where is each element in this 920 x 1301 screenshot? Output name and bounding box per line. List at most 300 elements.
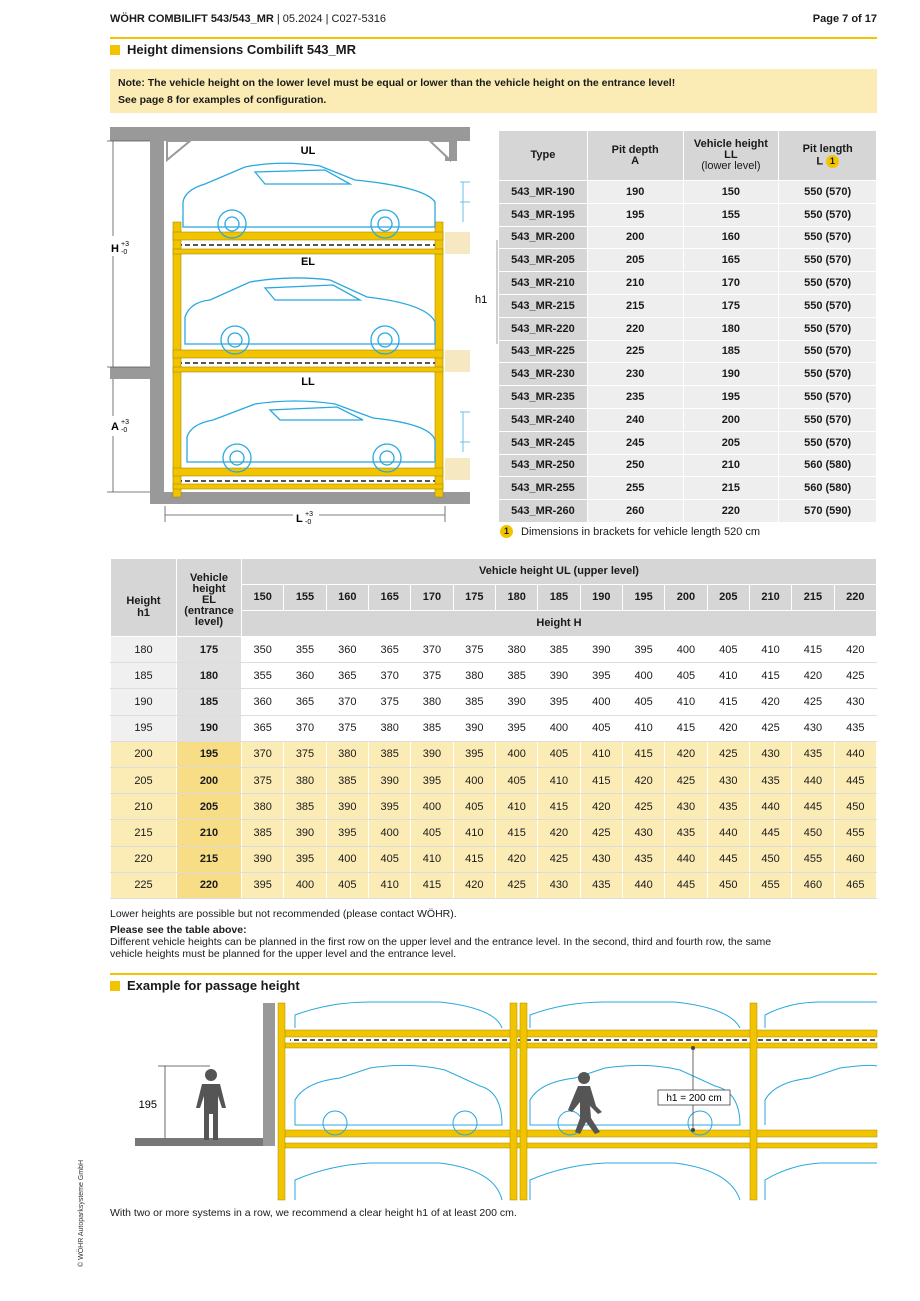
- cell-vehicle-height-ll: 155: [683, 203, 779, 226]
- cell-height-H: 380: [495, 637, 537, 663]
- cell-height-H: 430: [538, 872, 580, 898]
- passage-height-diagram: [110, 1000, 877, 1200]
- footnote-badge-icon: 1: [500, 525, 513, 538]
- cell-vehicle-height-ll: 215: [683, 477, 779, 500]
- col-ul-value: 210: [749, 585, 791, 611]
- cell-height-H: 385: [495, 663, 537, 689]
- cell-height-H: 370: [326, 689, 368, 715]
- note-lower-heights: Lower heights are possible but not recommended (please contact WÖHR).: [110, 908, 457, 920]
- cell-height-H: 420: [834, 637, 876, 663]
- cell-el: 200: [177, 767, 242, 793]
- section-title-passage: [110, 978, 300, 993]
- cell-height-H: 445: [749, 820, 791, 846]
- cell-height-H: 420: [495, 846, 537, 872]
- height-table-row: [111, 872, 877, 898]
- col-ul-value: 160: [326, 585, 368, 611]
- cell-vehicle-height-ll: 185: [683, 340, 779, 363]
- cell-height-H: 450: [792, 820, 834, 846]
- dim-L-tol-plus: +3: [305, 511, 313, 518]
- section-title-text: Example for passage height: [127, 978, 300, 993]
- pit-table-row: [499, 431, 877, 454]
- col-ul-value: 215: [792, 585, 834, 611]
- section-rule-2: [110, 973, 877, 975]
- level-label-el: EL: [300, 256, 316, 268]
- height-table-row: [111, 794, 877, 820]
- pit-table-row: [499, 203, 877, 226]
- cell-pit-length: 550 (570): [779, 226, 877, 249]
- pit-table-row: [499, 408, 877, 431]
- pit-table-row: [499, 272, 877, 295]
- ground-slab-left: [110, 367, 164, 379]
- cell-height-H: 405: [622, 689, 664, 715]
- cell-height-H: 395: [580, 663, 622, 689]
- cell-pit-depth: 245: [587, 431, 683, 454]
- cell-height-H: 375: [453, 637, 495, 663]
- note-see-line-2: vehicle heights must be planned for the upper level and the entrance level.: [110, 948, 457, 960]
- cell-pit-depth: 240: [587, 408, 683, 431]
- page-number: Page 7 of 17: [812, 13, 877, 25]
- cell-pit-length: 550 (570): [779, 272, 877, 295]
- cell-h1: 180: [111, 637, 177, 663]
- cell-height-H: 365: [284, 689, 326, 715]
- cross-section-diagram: [105, 122, 488, 532]
- cell-pit-depth: 190: [587, 181, 683, 204]
- cell-height-H: 425: [622, 794, 664, 820]
- cell-type: 543_MR-260: [499, 500, 588, 523]
- cell-height-H: 460: [834, 846, 876, 872]
- cell-height-H: 395: [411, 767, 453, 793]
- cell-height-H: 440: [707, 820, 749, 846]
- cell-height-H: 375: [242, 767, 284, 793]
- col-ul-value: 175: [453, 585, 495, 611]
- cell-el: 195: [177, 741, 242, 767]
- cell-height-H: 395: [453, 741, 495, 767]
- height-h-table: [110, 558, 877, 899]
- cell-height-H: 415: [792, 637, 834, 663]
- col-group-height-H: Height H: [242, 611, 877, 637]
- cell-height-H: 375: [326, 715, 368, 741]
- cell-height-H: 400: [284, 872, 326, 898]
- pit-table-row: [499, 226, 877, 249]
- cell-height-H: 405: [326, 872, 368, 898]
- cell-vehicle-height-ll: 170: [683, 272, 779, 295]
- cell-height-H: 445: [834, 767, 876, 793]
- cell-type: 543_MR-195: [499, 203, 588, 226]
- col-ul-value: 190: [580, 585, 622, 611]
- cell-height-H: 395: [242, 872, 284, 898]
- col-type: Type: [499, 131, 588, 181]
- pit-table-row: [499, 386, 877, 409]
- cell-type: 543_MR-250: [499, 454, 588, 477]
- height-table-row: [111, 741, 877, 767]
- cell-vehicle-height-ll: 180: [683, 317, 779, 340]
- cell-height-H: 400: [495, 741, 537, 767]
- cell-height-H: 360: [284, 663, 326, 689]
- height-table-row: [111, 663, 877, 689]
- pit-table-row: [499, 249, 877, 272]
- footnote-badge: 1: [826, 155, 839, 168]
- cell-height-H: 360: [242, 689, 284, 715]
- left-wall-pit: [150, 379, 164, 504]
- pit-table-row: [499, 317, 877, 340]
- col-ul-value: 150: [242, 585, 284, 611]
- dim-label-L: L: [296, 513, 303, 525]
- cell-height-H: 390: [411, 741, 453, 767]
- cell-height-H: 440: [749, 794, 791, 820]
- cell-height-H: 420: [707, 715, 749, 741]
- cell-pit-depth: 230: [587, 363, 683, 386]
- cell-pit-length: 560 (580): [779, 477, 877, 500]
- cell-height-H: 405: [453, 794, 495, 820]
- pit-table-header-row: [499, 131, 877, 181]
- col-pit-length: Pit length L 1: [779, 131, 877, 181]
- level-label-ll: LL: [301, 376, 315, 388]
- cell-pit-length: 550 (570): [779, 203, 877, 226]
- col-pit-depth: Pit depth A: [587, 131, 683, 181]
- cell-height-H: 380: [242, 794, 284, 820]
- cell-height-H: 365: [326, 663, 368, 689]
- cell-pit-length: 550 (570): [779, 340, 877, 363]
- cell-height-H: 405: [665, 663, 707, 689]
- cell-vehicle-height-ll: 150: [683, 181, 779, 204]
- cell-height-H: 430: [834, 689, 876, 715]
- note-line-2: See page 8 for examples of configuration.: [118, 94, 327, 106]
- cell-pit-length: 550 (570): [779, 386, 877, 409]
- col-ul-value: 180: [495, 585, 537, 611]
- page-header: [110, 12, 877, 30]
- cell-height-H: 430: [665, 794, 707, 820]
- copyright: © WÖHR Autoparksysteme GmbH: [78, 1159, 85, 1267]
- cell-height-H: 445: [792, 794, 834, 820]
- cell-height-H: 455: [792, 846, 834, 872]
- cell-height-H: 365: [368, 637, 410, 663]
- col-ul-value: 220: [834, 585, 876, 611]
- cell-type: 543_MR-190: [499, 181, 588, 204]
- cell-height-H: 430: [580, 846, 622, 872]
- cell-pit-length: 560 (580): [779, 454, 877, 477]
- cell-height-H: 380: [326, 741, 368, 767]
- cell-vehicle-height-ll: 165: [683, 249, 779, 272]
- cell-height-H: 350: [242, 637, 284, 663]
- cell-pit-depth: 195: [587, 203, 683, 226]
- cell-height-H: 405: [580, 715, 622, 741]
- cell-vehicle-height-ll: 195: [683, 386, 779, 409]
- cell-el: 215: [177, 846, 242, 872]
- cell-height-H: 430: [707, 767, 749, 793]
- cell-height-H: 390: [495, 689, 537, 715]
- cell-h1: 195: [111, 715, 177, 741]
- cell-height-H: 385: [411, 715, 453, 741]
- dim-H-tol-plus: +3: [121, 241, 129, 248]
- cell-height-H: 420: [622, 767, 664, 793]
- pit-table-row: [499, 477, 877, 500]
- person-height-label: 195: [138, 1099, 157, 1111]
- cell-height-H: 390: [284, 820, 326, 846]
- cell-height-H: 375: [411, 663, 453, 689]
- cell-vehicle-height-ll: 205: [683, 431, 779, 454]
- left-wall-upper: [150, 141, 164, 367]
- col-ul-value: 205: [707, 585, 749, 611]
- cell-height-H: 420: [538, 820, 580, 846]
- cell-height-H: 415: [749, 663, 791, 689]
- pit-table-row: [499, 294, 877, 317]
- cell-height-H: 415: [538, 794, 580, 820]
- cell-height-H: 415: [580, 767, 622, 793]
- cell-vehicle-height-ll: 210: [683, 454, 779, 477]
- header-meta: | 05.2024 | C027-5316: [273, 13, 386, 25]
- cell-h1: 225: [111, 872, 177, 898]
- cell-height-H: 440: [792, 767, 834, 793]
- cell-height-H: 380: [411, 689, 453, 715]
- cell-height-H: 400: [411, 794, 453, 820]
- note-box: [110, 69, 877, 113]
- cell-height-H: 450: [834, 794, 876, 820]
- cell-height-H: 365: [242, 715, 284, 741]
- cell-el: 180: [177, 663, 242, 689]
- cell-height-H: 450: [749, 846, 791, 872]
- cell-pit-depth: 210: [587, 272, 683, 295]
- dim-H-tol-minus: -0: [121, 249, 128, 256]
- cell-pit-depth: 215: [587, 294, 683, 317]
- note-see-title: Please see the table above:: [110, 924, 247, 936]
- cell-pit-length: 550 (570): [779, 181, 877, 204]
- car-ul: [183, 163, 435, 238]
- cell-height-H: 370: [411, 637, 453, 663]
- cell-height-H: 455: [749, 872, 791, 898]
- col-group-vehicle-height-ul: Vehicle height UL (upper level): [242, 559, 877, 585]
- cell-height-H: 410: [368, 872, 410, 898]
- height-table-row: [111, 820, 877, 846]
- cell-pit-length: 550 (570): [779, 294, 877, 317]
- cell-height-H: 410: [665, 689, 707, 715]
- cell-height-H: 390: [242, 846, 284, 872]
- cell-height-H: 410: [707, 663, 749, 689]
- col-ul-value: 170: [411, 585, 453, 611]
- cell-type: 543_MR-205: [499, 249, 588, 272]
- section-title-text: Height dimensions Combilift 543_MR: [127, 42, 356, 57]
- cell-height-H: 395: [326, 820, 368, 846]
- cell-height-H: 375: [368, 689, 410, 715]
- cell-pit-length: 570 (590): [779, 500, 877, 523]
- cell-height-H: 430: [749, 741, 791, 767]
- cell-height-H: 445: [707, 846, 749, 872]
- cell-height-H: 395: [538, 689, 580, 715]
- person-icon: [196, 1069, 226, 1140]
- wall: [263, 1003, 275, 1146]
- cell-pit-depth: 205: [587, 249, 683, 272]
- cell-height-H: 425: [707, 741, 749, 767]
- cell-pit-depth: 250: [587, 454, 683, 477]
- cell-height-H: 465: [834, 872, 876, 898]
- cell-h1: 210: [111, 794, 177, 820]
- cell-pit-depth: 200: [587, 226, 683, 249]
- cell-height-H: 425: [792, 689, 834, 715]
- cell-type: 543_MR-215: [499, 294, 588, 317]
- cell-height-H: 390: [580, 637, 622, 663]
- note-see-line-1: Different vehicle heights can be planned in the first row on the upper level and the entrance level. In the second, third and fourth row, the same: [110, 936, 772, 948]
- cell-type: 543_MR-245: [499, 431, 588, 454]
- cell-height-H: 385: [284, 794, 326, 820]
- cell-height-H: 450: [707, 872, 749, 898]
- cell-height-H: 425: [665, 767, 707, 793]
- cell-height-H: 400: [622, 663, 664, 689]
- dim-A-tol-minus: -0: [121, 427, 128, 434]
- cell-height-H: 405: [538, 741, 580, 767]
- cell-height-H: 420: [665, 741, 707, 767]
- cell-height-H: 395: [284, 846, 326, 872]
- cell-height-H: 425: [749, 715, 791, 741]
- cell-h1: 215: [111, 820, 177, 846]
- cell-height-H: 410: [453, 820, 495, 846]
- cell-height-H: 410: [622, 715, 664, 741]
- cell-el: 210: [177, 820, 242, 846]
- col-ul-value: 155: [284, 585, 326, 611]
- cell-vehicle-height-ll: 160: [683, 226, 779, 249]
- cell-height-H: 370: [368, 663, 410, 689]
- cell-height-H: 395: [368, 794, 410, 820]
- cell-height-H: 400: [326, 846, 368, 872]
- cell-height-H: 415: [622, 741, 664, 767]
- yellow-square-icon: [110, 45, 120, 55]
- cell-pit-depth: 260: [587, 500, 683, 523]
- cell-height-H: 400: [665, 637, 707, 663]
- platform-ll: [173, 468, 443, 489]
- cell-height-H: 435: [749, 767, 791, 793]
- cell-pit-length: 550 (570): [779, 363, 877, 386]
- cell-height-H: 415: [665, 715, 707, 741]
- cell-height-H: 360: [326, 637, 368, 663]
- col-vehicle-height-el: Vehicle height EL (entrance level): [177, 559, 242, 637]
- cell-height-H: 370: [242, 741, 284, 767]
- cell-pit-depth: 255: [587, 477, 683, 500]
- cell-height-H: 410: [411, 846, 453, 872]
- cell-height-H: 355: [242, 663, 284, 689]
- cell-height-H: 420: [453, 872, 495, 898]
- height-table-row: [111, 689, 877, 715]
- cell-pit-depth: 225: [587, 340, 683, 363]
- cell-el: 205: [177, 794, 242, 820]
- cell-vehicle-height-ll: 220: [683, 500, 779, 523]
- cell-height-H: 385: [368, 741, 410, 767]
- cell-height-H: 435: [707, 794, 749, 820]
- cell-type: 543_MR-210: [499, 272, 588, 295]
- cell-height-H: 415: [411, 872, 453, 898]
- cell-pit-length: 550 (570): [779, 408, 877, 431]
- cell-height-H: 395: [622, 637, 664, 663]
- col-height-h1: Height h1: [111, 559, 177, 637]
- cell-height-H: 385: [326, 767, 368, 793]
- note-line-1: Note: The vehicle height on the lower level must be equal or lower than the vehicle height on the entrance level!: [118, 77, 676, 89]
- cell-el: 175: [177, 637, 242, 663]
- cell-height-H: 440: [834, 741, 876, 767]
- cell-height-H: 385: [538, 637, 580, 663]
- platform-ul: [173, 232, 443, 254]
- cell-height-H: 425: [495, 872, 537, 898]
- cell-height-H: 410: [749, 637, 791, 663]
- cell-height-H: 440: [665, 846, 707, 872]
- cell-height-H: 370: [284, 715, 326, 741]
- h1-label: h1 = 200 cm: [666, 1093, 722, 1104]
- cell-height-H: 420: [580, 794, 622, 820]
- height-table-row: [111, 846, 877, 872]
- dim-A-tol-plus: +3: [121, 419, 129, 426]
- cell-height-H: 440: [622, 872, 664, 898]
- cell-height-H: 400: [453, 767, 495, 793]
- cell-height-H: 400: [368, 820, 410, 846]
- cell-height-H: 385: [242, 820, 284, 846]
- cell-height-H: 390: [453, 715, 495, 741]
- cell-height-H: 445: [665, 872, 707, 898]
- cell-pit-depth: 220: [587, 317, 683, 340]
- cell-height-H: 455: [834, 820, 876, 846]
- cell-height-H: 400: [538, 715, 580, 741]
- ceiling-slab: [110, 127, 470, 141]
- cell-height-H: 435: [792, 741, 834, 767]
- cell-type: 543_MR-255: [499, 477, 588, 500]
- cell-height-H: 390: [368, 767, 410, 793]
- cell-height-H: 435: [834, 715, 876, 741]
- cell-height-H: 410: [495, 794, 537, 820]
- header-product: WÖHR COMBILIFT 543/543_MR: [110, 13, 274, 25]
- cell-type: 543_MR-235: [499, 386, 588, 409]
- cell-height-H: 420: [792, 663, 834, 689]
- header-rule: [110, 37, 877, 39]
- level-label-ul: UL: [300, 145, 316, 157]
- car-el: [185, 278, 435, 354]
- cell-height-H: 415: [495, 820, 537, 846]
- cell-height-H: 425: [834, 663, 876, 689]
- cell-pit-length: 550 (570): [779, 431, 877, 454]
- height-table-row: [111, 715, 877, 741]
- cell-height-H: 380: [284, 767, 326, 793]
- cell-height-H: 385: [453, 689, 495, 715]
- dim-label-A: A: [111, 421, 119, 433]
- cell-height-H: 405: [411, 820, 453, 846]
- cell-height-H: 410: [538, 767, 580, 793]
- dim-label-h1: h1: [475, 294, 488, 306]
- cell-h1: 205: [111, 767, 177, 793]
- cell-height-H: 415: [707, 689, 749, 715]
- cell-vehicle-height-ll: 175: [683, 294, 779, 317]
- cell-height-H: 405: [368, 846, 410, 872]
- cell-type: 543_MR-240: [499, 408, 588, 431]
- pit-table-row: [499, 363, 877, 386]
- cell-height-H: 430: [622, 820, 664, 846]
- col-vehicle-height-ll: Vehicle height LL (lower level): [683, 131, 779, 181]
- cell-type: 543_MR-225: [499, 340, 588, 363]
- cell-height-H: 435: [665, 820, 707, 846]
- cell-height-H: 395: [495, 715, 537, 741]
- cell-height-H: 435: [580, 872, 622, 898]
- cell-height-H: 380: [368, 715, 410, 741]
- dim-label-H: H: [111, 243, 119, 255]
- col-ul-value: 165: [368, 585, 410, 611]
- cell-height-H: 375: [284, 741, 326, 767]
- cell-el: 190: [177, 715, 242, 741]
- cell-pit-depth: 235: [587, 386, 683, 409]
- cell-h1: 185: [111, 663, 177, 689]
- height-table-row: [111, 767, 877, 793]
- pit-table-row: [499, 454, 877, 477]
- yellow-square-icon: [110, 981, 120, 991]
- pit-table-row: [499, 181, 877, 204]
- section-title-height-dimensions: [110, 42, 356, 57]
- cell-h1: 190: [111, 689, 177, 715]
- cell-type: 543_MR-220: [499, 317, 588, 340]
- bottom-note: With two or more systems in a row, we recommend a clear height h1 of at least 200 cm.: [110, 1207, 517, 1219]
- cell-pit-length: 550 (570): [779, 249, 877, 272]
- pit-table-row: [499, 500, 877, 523]
